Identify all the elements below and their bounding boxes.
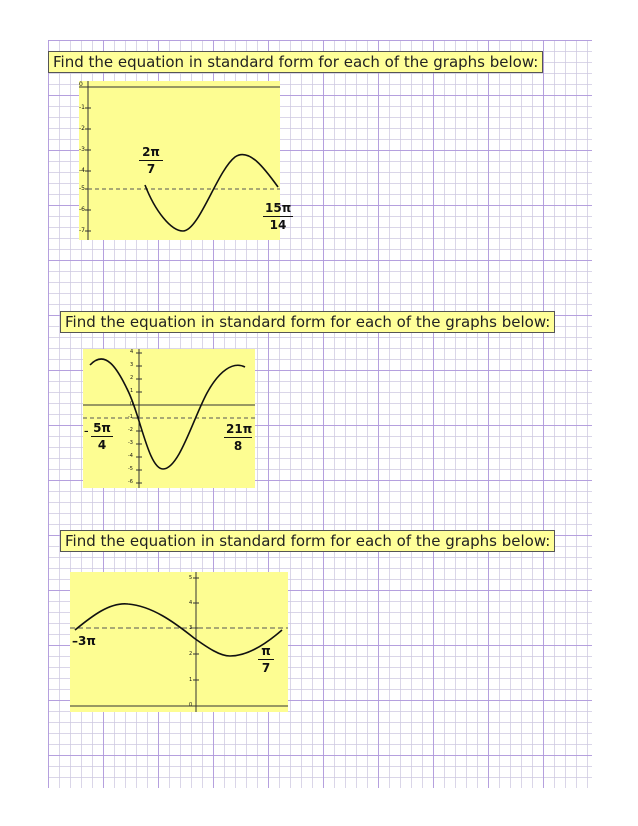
graph-3-tick-3: 2 [189, 651, 193, 657]
graph-2-curve [90, 359, 245, 469]
graph-2-tick-3: 1 [130, 388, 134, 394]
graph-3-tick-0: 5 [189, 575, 193, 581]
graph-2-panel [83, 349, 255, 488]
graph-3-x-label-left: –3π [72, 634, 96, 648]
graph-2-tick-2: 2 [130, 375, 134, 381]
graph-1-tick-3: -3 [79, 146, 85, 153]
graph-2-plot [83, 349, 255, 488]
graph-1-fraction-left: 2π 7 [139, 145, 163, 176]
graph-1-tick-1: -1 [79, 104, 85, 111]
graph-1-tick-5: -5 [79, 185, 85, 192]
graph-3-tick-4: 1 [189, 677, 193, 683]
graph-3-tick-5: 0 [189, 702, 193, 708]
prompt-2: Find the equation in standard form for each of the graphs below: [60, 311, 555, 333]
graph-1-tick-6: -6 [79, 206, 85, 213]
graph-1-panel [79, 81, 280, 240]
graph-3-tick-2: 3 [189, 625, 193, 631]
graph-1-fraction-right: 15π 14 [265, 201, 292, 232]
graph-2-tick-10: -6 [128, 479, 133, 485]
graph-1-plot [79, 81, 280, 240]
graph-2-tick-6: -2 [128, 427, 133, 433]
graph-3-plot [70, 572, 288, 712]
graph-3-curve [75, 604, 282, 656]
graph-1-tick-4: -4 [79, 167, 85, 174]
graph-2-tick-9: -5 [128, 466, 133, 472]
graph-1-tick-0: 0 [79, 81, 83, 88]
graph-1-tick-7: -7 [79, 227, 85, 234]
graph-1-curve [145, 154, 278, 231]
graph-2-tick-8: -4 [128, 453, 133, 459]
graph-3-panel [70, 572, 288, 712]
graph-2-tick-7: -3 [128, 440, 133, 446]
graph-3-fraction-right: π 7 [258, 644, 274, 675]
graph-2-fraction-left: 5π 4 [91, 421, 113, 452]
graph-2-tick-4: 0 [130, 401, 134, 407]
graph-2-tick-0: 4 [130, 349, 134, 355]
graph-2-tick-5: -1 [128, 414, 133, 420]
prompt-3: Find the equation in standard form for each of the graphs below: [60, 530, 555, 552]
graph-1-tick-2: -2 [79, 125, 85, 132]
graph-2-fraction-right: 21π 8 [226, 422, 253, 453]
graph-2-fraction-sign: – [84, 427, 89, 437]
prompt-1: Find the equation in standard form for each of the graphs below: [48, 51, 543, 73]
graph-3-tick-1: 4 [189, 600, 193, 606]
graph-2-tick-1: 3 [130, 362, 134, 368]
